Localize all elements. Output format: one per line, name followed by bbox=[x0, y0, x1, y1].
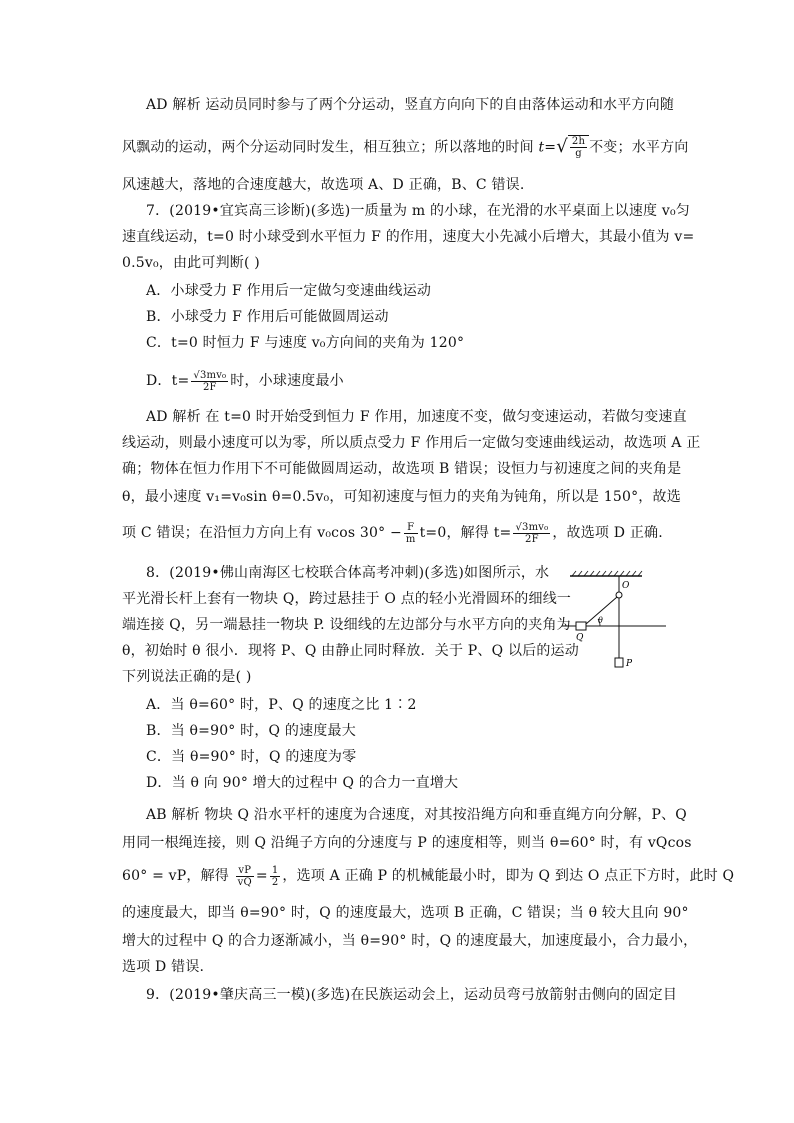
block-P bbox=[615, 658, 623, 667]
fraction-denominator: m bbox=[405, 533, 416, 545]
question-7-line-1: 7．(2019•宜宾高三诊断)(多选)一质量为 m 的小球，在光滑的水平桌面上以速度 v₀匀 bbox=[146, 203, 690, 219]
answer-8-text-end: ，选项 A 正确 P 的机械能最小时，即为 Q 到达 O 点正下方时，此时 Q bbox=[282, 868, 735, 884]
question-8-line-3: 端连接 Q，另一端悬挂一物块 P. 设细线的左边部分与水平方向的夹角为 bbox=[122, 617, 571, 633]
answer-8-line-2: 用同一根绳连接，则 Q 沿绳子方向的分速度与 P 的速度相等，则当 θ=60° 时，有 vQcos bbox=[122, 835, 692, 851]
fraction-numerator: √3mv₀ bbox=[193, 369, 227, 381]
fraction-numerator: vP bbox=[236, 865, 254, 877]
answer-7-text-end: ，故选项 D 正确. bbox=[552, 525, 663, 541]
answer-7-text: 项 C 错误；在沿恒力方向上有 v₀cos 30° − bbox=[122, 525, 402, 541]
question-8-option-a: A．当 θ=60° 时，P、Q 的速度之比 1∶2 bbox=[146, 697, 417, 713]
fraction-denominator: 2F bbox=[202, 381, 217, 393]
answer-6-line-1: AD 解析 运动员同时参与了两个分运动，竖直方向向下的自由落体运动和水平方向随 bbox=[146, 97, 675, 113]
block-Q bbox=[576, 622, 586, 630]
answer-6-line-3: 风速越大，落地的合速度越大，故选项 A、D 正确，B、C 错误. bbox=[122, 177, 525, 193]
answer-8-line-6: 选项 D 错误. bbox=[122, 959, 205, 975]
question-7-option-a: A．小球受力 F 作用后一定做匀变速曲线运动 bbox=[146, 283, 432, 299]
answer-8-line-3 bbox=[122, 860, 735, 892]
answer-7-line-3: 确；物体在恒力作用下不可能做圆周运动，故选项 B 错误；设恒力与初速度之间的夹角是 bbox=[122, 461, 682, 477]
answer-7-line-2: 线运动，则最小速度可以为零，所以质点受力 F 作用后一定做匀变速曲线运动，故选项 A 正 bbox=[122, 435, 701, 451]
answer-6-line-2 bbox=[122, 132, 689, 162]
answer-7-line-4: θ，最小速度 v₁=v₀sin θ=0.5v₀，可知初速度与恒力的夹角为钝角，所以是 150°，故选 bbox=[122, 489, 681, 505]
question-7-line-3: 0.5v₀，由此可判断( ) bbox=[122, 255, 260, 271]
fraction-denominator: 2 bbox=[271, 876, 279, 888]
answer-8-line-1: AB 解析 物块 Q 沿水平杆的速度为合速度，对其按沿绳方向和垂直绳方向分解，P、Q bbox=[146, 807, 687, 823]
option-d-prefix: D．t= bbox=[146, 373, 190, 389]
question-7-line-2: 速直线运动，t=0 时小球受到水平恒力 F 的作用，速度大小先减小后增大，其最小值为 v= bbox=[122, 229, 695, 245]
question-8-line-1: 8．(2019•佛山南海区七校联合体高考冲刺)(多选)如图所示，水 bbox=[146, 565, 550, 581]
question-8-option-b: B．当 θ=90° 时，Q 的速度最大 bbox=[146, 723, 356, 739]
answer-7-text-mid: t=0，解得 t= bbox=[419, 525, 512, 541]
question-8-line-5: 下列说法正确的是( ) bbox=[122, 669, 252, 685]
question-9-line-1: 9．(2019•肇庆高三一模)(多选)在民族运动会上，运动员弯弓放箭射击侧向的固定目 bbox=[146, 987, 678, 1003]
fraction-denominator: 2F bbox=[525, 533, 539, 545]
question-7-option-b: B．小球受力 F 作用后可能做圆周运动 bbox=[146, 309, 389, 325]
answer-8-line-5: 增大的过程中 Q 的合力逐渐减小，当 θ=90° 时，Q 的速度最大，加速度最小，合力最小， bbox=[122, 933, 698, 949]
question-8-option-c: C．当 θ=90° 时，Q 的速度为零 bbox=[146, 749, 357, 765]
label-Q: Q bbox=[576, 633, 584, 643]
answer-7-line-5 bbox=[122, 516, 674, 550]
label-theta: θ bbox=[598, 616, 603, 625]
label-O: O bbox=[622, 581, 630, 591]
answer-6-text: 风飘动的运动，两个分运动同时发生，相互独立；所以落地的时间 bbox=[122, 139, 539, 156]
pulley-diagram bbox=[562, 568, 668, 678]
fraction-numerator: 2h bbox=[571, 136, 586, 147]
fraction-numerator: 1 bbox=[271, 864, 279, 876]
sqrt-formula: √ $\frac{2h}{g}$ bbox=[556, 132, 589, 163]
fraction-numerator: F bbox=[404, 522, 418, 534]
label-P: P bbox=[626, 659, 633, 669]
question-8-line-2: 平光滑长杆上套有一物块 Q，跨过悬挂于 O 点的轻小光滑圆环的细线一 bbox=[122, 591, 572, 607]
fraction-denominator: g bbox=[575, 148, 582, 159]
question-8-line-4: θ，初始时 θ 很小．现将 P、Q 由静止同时释放．关于 P、Q 以后的运动 bbox=[122, 643, 579, 659]
option-d-suffix: 时，小球速度最小 bbox=[230, 373, 344, 389]
fraction-numerator: √3mv₀ bbox=[515, 521, 549, 533]
answer-6-text-end: 不变；水平方向 bbox=[589, 139, 689, 156]
question-7-option-c: C．t=0 时恒力 F 与速度 v₀方向间的夹角为 120° bbox=[146, 335, 465, 351]
answer-7-line-1: AD 解析 在 t=0 时开始受到恒力 F 作用，加速度不变，做匀变速运动，若做匀变速直 bbox=[146, 409, 687, 425]
answer-8-text: 60° = vP，解得 bbox=[122, 868, 234, 884]
answer-8-line-4: 的速度最大，即当 θ=90° 时，Q 的速度最大，选项 B 正确，C 错误；当 θ 较大且向 90° bbox=[122, 905, 689, 921]
equals-sign: = bbox=[255, 868, 268, 884]
formula-t: t= bbox=[538, 139, 557, 156]
question-7-option-d bbox=[146, 364, 698, 398]
question-8-option-d: D．当 θ 向 90° 增大的过程中 Q 的合力一直增大 bbox=[146, 775, 459, 791]
fraction-denominator: vQ bbox=[237, 876, 252, 888]
